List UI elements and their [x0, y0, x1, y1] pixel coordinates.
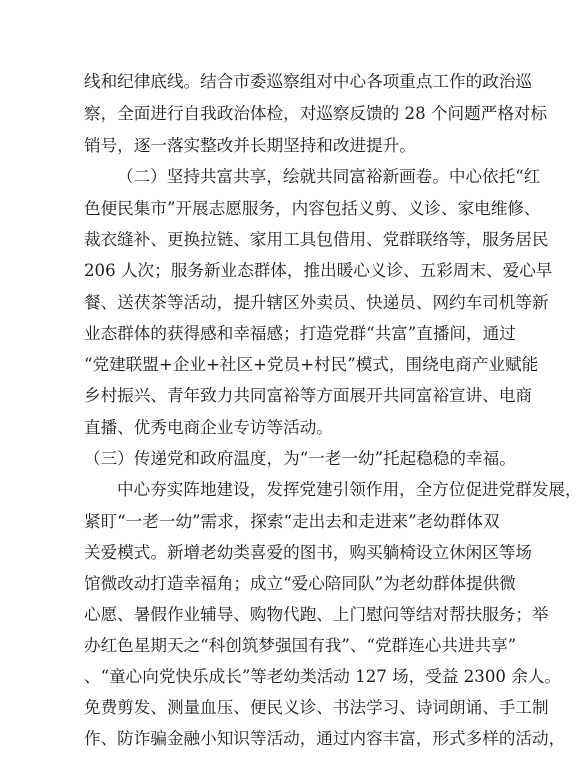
- text-line: 餐、送茯茶等活动，提升辖区外卖员、快递员、网约车司机等新: [84, 293, 549, 312]
- text-line: 作、防诈骗金融小知识等活动，通过内容丰富，形式多样的活动，: [84, 729, 566, 748]
- text-line: 色便民集市”开展志愿服务，内容包括义剪、义诊、家电维修、: [84, 199, 541, 218]
- text-line: 馆微改动打造幸福角；成立“爱心陪同队”为老幼群体提供微: [84, 574, 516, 593]
- text-line: 206 人次；服务新业态群体，推出暖心义诊、五彩周末、爱心早: [84, 261, 553, 280]
- section-heading-3: 中心夯实阵地建设，发挥党建引领作用，全方位促进党群发展，: [117, 480, 582, 499]
- text-line: 销号，逐一落实整改并长期坚持和改进提升。: [84, 136, 416, 155]
- text-line: “党建联盟+企业+社区+党员+村民”模式，围绕电商产业赋能: [84, 355, 539, 374]
- text-line: 免费剪发、测量血压、便民义诊、书法学习、诗词朗诵、手工制: [84, 698, 549, 717]
- section-heading-2: （二）坚持共富共享，绘就共同富裕新画卷。中心依托“红: [117, 167, 541, 186]
- text-line: 线和纪律底线。结合市委巡察组对中心各项重点工作的政治巡: [84, 72, 533, 91]
- text-line: 心愿、暑假作业辅导、购物代跑、上门慰问等结对帮扶服务；举: [84, 605, 549, 624]
- text-line: 裁衣缝补、更换拉链、家用工具包借用、党群联络等，服务居民: [84, 230, 549, 249]
- text-line: 乡村振兴、青年致力共同富裕等方面展开共同富裕宣讲、电商: [84, 386, 533, 405]
- text-line: 办红色星期天之“科创筑梦强国有我”、“党群连心共进共享”: [84, 636, 517, 655]
- text-line: 紧盯“一老一幼”需求，探索“走出去和走进来”老幼群体双: [84, 512, 500, 531]
- text-line: 业态群体的获得感和幸福感；打造党群“共富”直播间，通过: [84, 324, 516, 343]
- text-line: 关爱模式。新增老幼类喜爱的图书，购买躺椅设立休闲区等场: [84, 543, 533, 562]
- text-line: 、“童心向党快乐成长”等老幼类活动 127 场，受益 2300 余人。: [84, 667, 562, 686]
- text-line: 直播、优秀电商企业专访等活动。: [84, 418, 333, 437]
- text-line: （三）传递党和政府温度，为“一老一幼”托起稳稳的幸福。: [84, 449, 516, 468]
- text-line: 察，全面进行自我政治体检，对巡察反馈的 28 个问题严格对标: [84, 104, 548, 123]
